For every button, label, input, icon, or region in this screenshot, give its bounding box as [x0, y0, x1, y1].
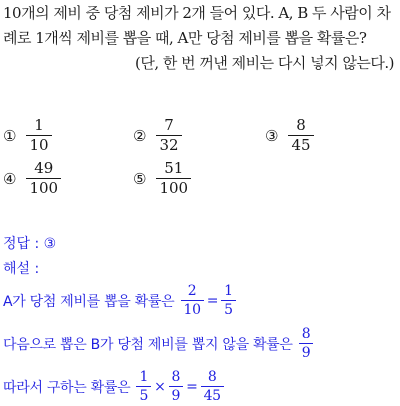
choice-marker: ①: [3, 126, 17, 145]
explanation-text: A가 당첨 제비를 뽑을 확률은: [3, 293, 179, 310]
explanation-text: 따라서 구하는 확률은: [3, 379, 135, 396]
fraction: [299, 327, 314, 360]
choice-2[interactable]: [133, 118, 182, 153]
explanation-text: 다음으로 뽑은 B가 당첨 제비를 뽑지 않을 확률은: [3, 336, 297, 353]
choice-5[interactable]: [133, 161, 191, 196]
choice-fraction: [26, 161, 61, 196]
times-sign: ×: [154, 378, 166, 395]
denominator: 32: [156, 135, 181, 153]
choice-fraction: [156, 161, 191, 196]
equals-sign: =: [186, 378, 198, 395]
choice-1[interactable]: [3, 118, 52, 153]
equals-sign: =: [206, 292, 219, 309]
choice-fraction: [156, 118, 181, 153]
answer-label: 정답 : ③: [3, 236, 57, 252]
denominator: 45: [288, 135, 313, 153]
choice-marker: ④: [3, 169, 17, 188]
numerator: 8: [296, 116, 306, 134]
fraction: [221, 284, 236, 317]
choice-marker: ③: [265, 126, 279, 145]
numerator: 8: [171, 369, 181, 385]
choice-fraction: [26, 118, 51, 153]
denominator: 5: [221, 300, 236, 317]
numerator: 51: [164, 159, 184, 177]
denominator: 9: [169, 386, 184, 403]
numerator: 49: [34, 159, 54, 177]
choice-marker: ⑤: [133, 169, 147, 188]
denominator: 10: [26, 135, 51, 153]
numerator: 1: [34, 116, 44, 134]
numerator: 1: [224, 283, 233, 299]
fraction: [181, 284, 204, 317]
explanation-line-1: [3, 284, 238, 317]
denominator: 9: [299, 343, 314, 360]
denominator: 5: [136, 386, 151, 403]
explanation-line-2: [3, 327, 315, 360]
fraction: [169, 370, 184, 403]
numerator: 7: [164, 116, 174, 134]
denominator: 100: [156, 178, 191, 196]
denominator: 10: [181, 300, 204, 317]
numerator: 1: [139, 369, 149, 385]
numerator: 2: [187, 283, 197, 299]
question-condition: (단, 한 번 꺼낸 제비는 다시 넣지 않는다.): [135, 54, 394, 72]
denominator: 100: [26, 178, 61, 196]
fraction: [136, 370, 151, 403]
numerator: 8: [301, 326, 311, 342]
choice-marker: ②: [133, 126, 147, 145]
question-line-2: 례로 1개씩 제비를 뽑을 때, A만 당첨 제비를 뽑을 확률은?: [3, 29, 367, 47]
fraction: [201, 370, 224, 403]
denominator: 45: [201, 386, 224, 403]
choice-fraction: [288, 118, 313, 153]
numerator: 8: [207, 369, 217, 385]
question-line-1: 10개의 제비 중 당첨 제비가 2개 들어 있다. A, B 두 사람이 차: [3, 4, 391, 22]
explanation-line-3: [3, 370, 226, 403]
choice-3[interactable]: [265, 118, 314, 153]
choice-4[interactable]: [3, 161, 61, 196]
explanation-label: 해설 :: [3, 261, 40, 277]
